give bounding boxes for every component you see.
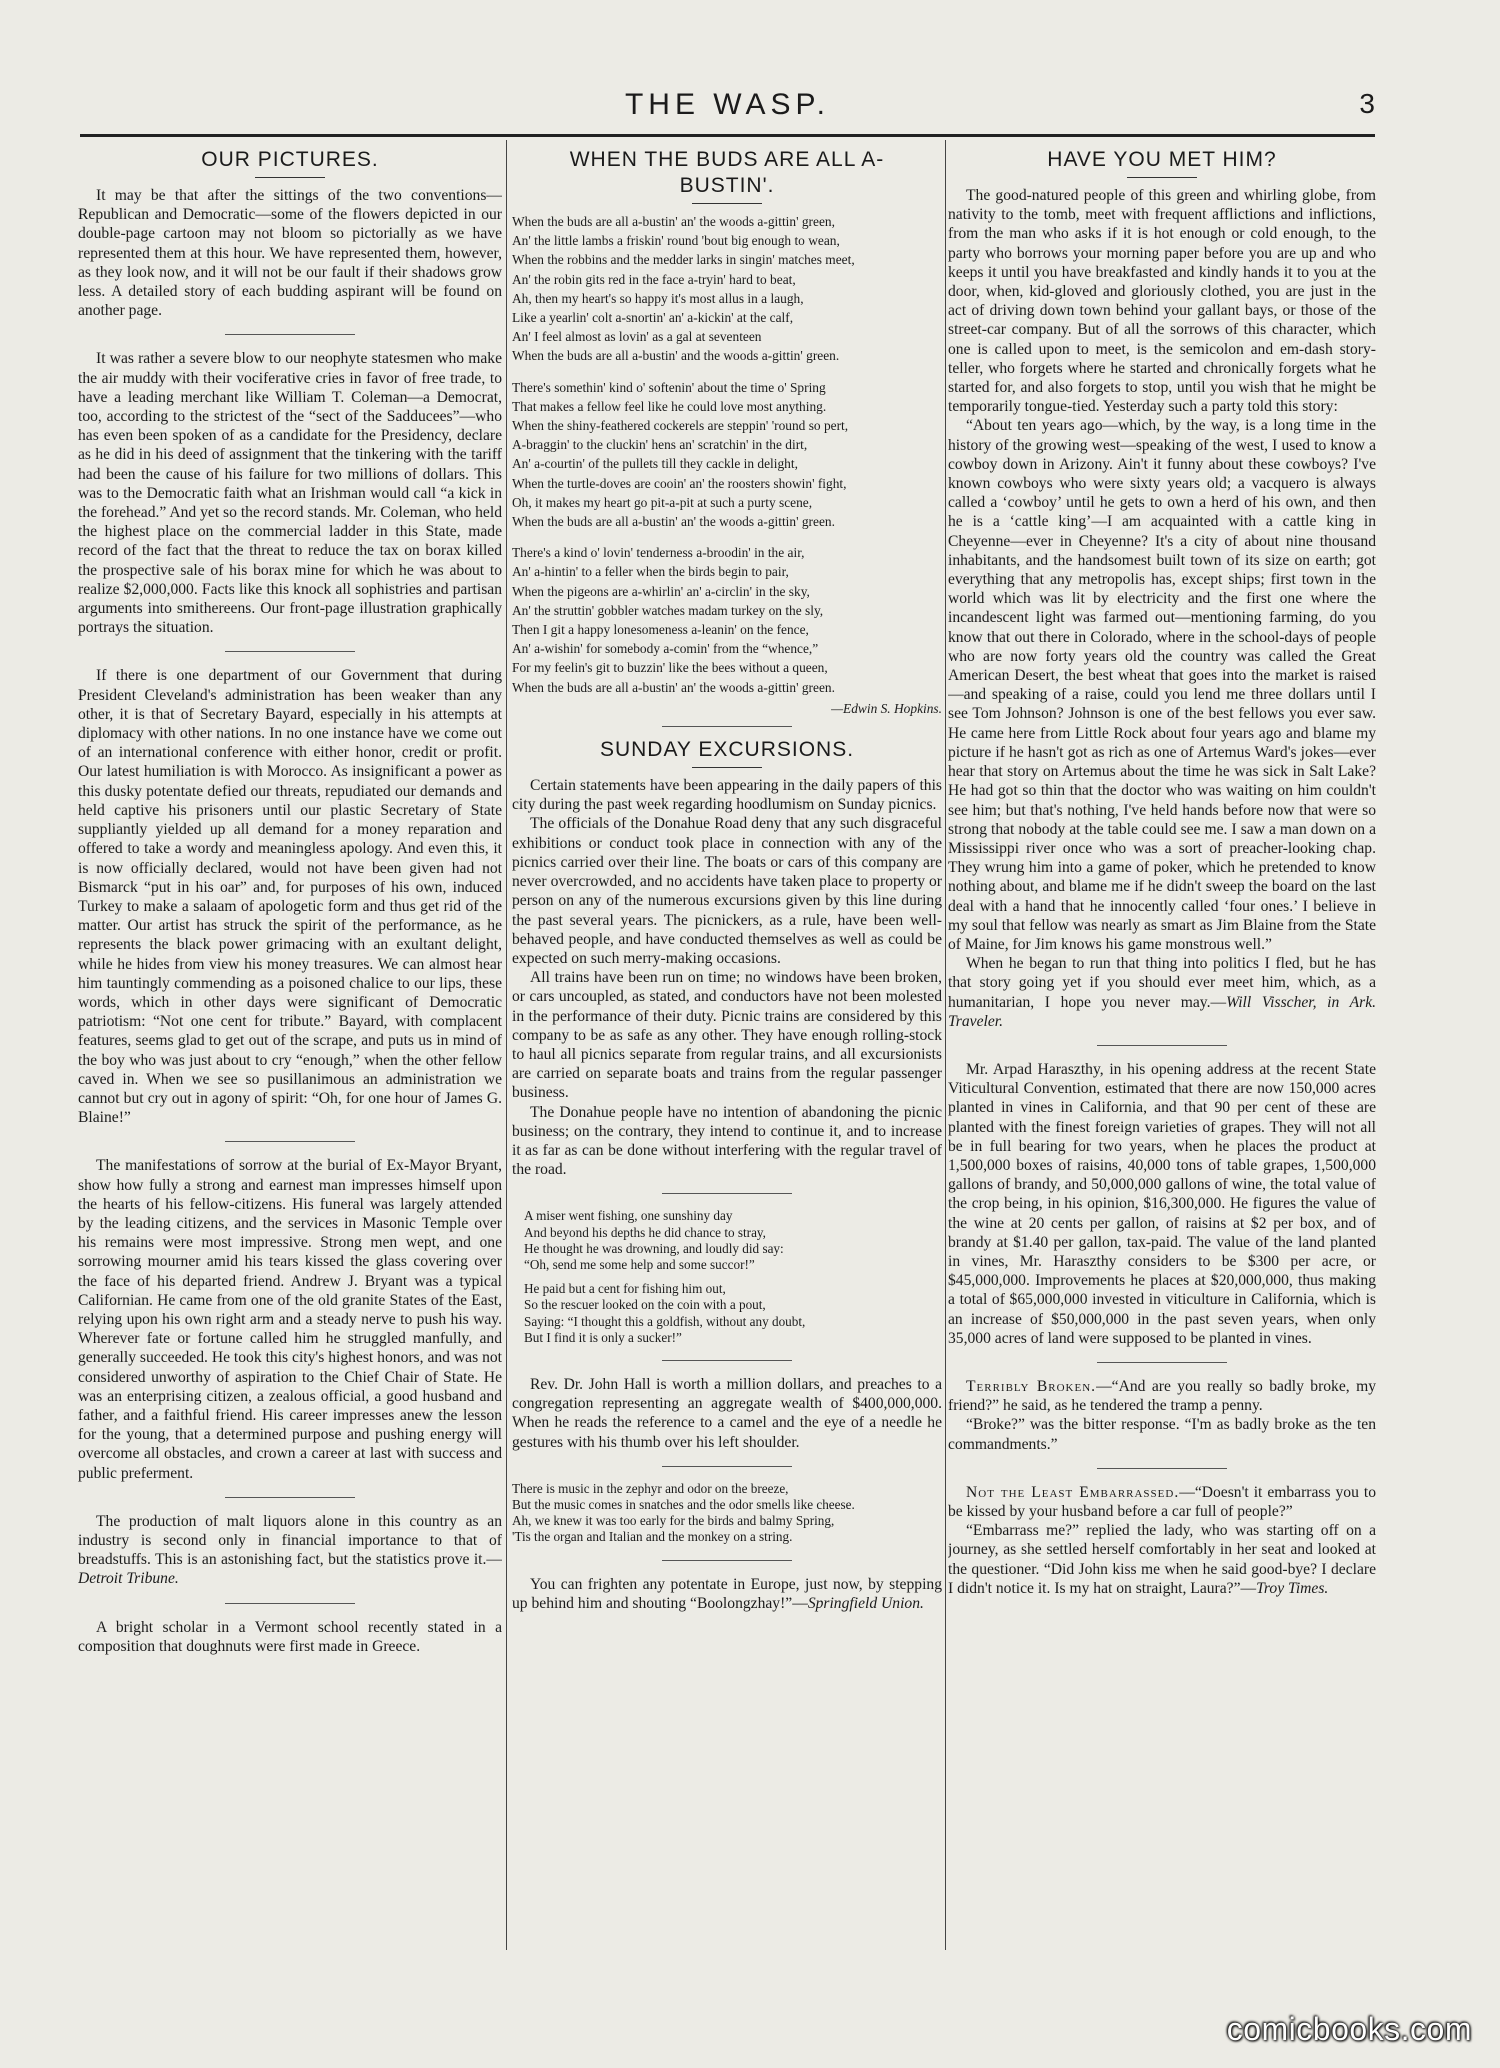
article-paragraph: The Donahue people have no intention of abandoning the picnic business; on the contrary, they intend to continue it, and to increase it as far as can be done without interfering with the regular travel of the road. (512, 1103, 942, 1179)
poem-line: When the buds are all a-bustin' an' the woods a-gittin' green, (512, 214, 835, 229)
article-paragraph: All trains have been run on time; no windows have been broken, or cars uncoupled, as stated, and conductors have not been molested in the performance of their duty. Picnic trains are considered by this company to be as safe as any other. They have enough rolling-stock to haul all picnics separate from regular trains, and all excursionists are carried on separate boats and trains from the regular passenger business. (512, 969, 942, 1102)
poem-heading: WHEN THE BUDS ARE ALL A-BUSTIN'. (569, 148, 885, 197)
article-paragraph (948, 954, 1376, 1031)
article-paragraph: The good-natured people of this green and whirling globe, from nativity to the tomb, meet with frequent afflictions and inflictions, from the man who asks if it is hot enough or cold enough, to the party who borrows your morning paper before you are up and who keeps it until you have breakfasted and kindly hands it to you at the door, when, kid-gloved and gloriously clothed, you are just in the act of driving down town behind your gallant bays, or those of the street-car company. But of all the sorrows of this character, which one is called upon to meet, is the semicolon and em-dash story-teller, who forgets where he started and chronically forgets what he started for, and also forgets to stop, until you wish that he might be temporarily tongue-tied. Yesterday such a party told this story: (948, 187, 1376, 416)
verse-line: “Oh, send me some help and some succor!” (524, 1256, 755, 1272)
heading-rule (1127, 177, 1197, 178)
article-paragraph: A bright scholar in a Vermont school recently stated in a composition that doughnuts were first made in Greece. (78, 1618, 502, 1655)
poem-line: For my feelin's git to buzzin' like the bees without a queen, (512, 660, 828, 676)
attribution: Springfield Union. (807, 1594, 924, 1612)
article-paragraph: “Broke?” was the bitter response. “I'm as badly broke as the ten commandments.” (948, 1416, 1376, 1453)
separator (225, 334, 355, 335)
article-paragraph (948, 1521, 1376, 1598)
poem-line: An' the little lambs a friskin' round 'bout big enough to wean, (512, 233, 840, 249)
article-paragraph: “About ten years ago—which, by the way, is a long time in the history of the growing west—speaking of the west, I used to know a cowboy down in Arizony. Ain't it funny about these cowboys? I've known cowboys who were sixty years old; a vacquero is always called a ‘cowboy’ until he gets to own a herd of his own, and then he is a ‘cattle king’—I am acquainted with a cattle king in Cheyenne—ever in Cheyenne? It's a city of about nine thousand inhabitants, and the handsomest built town of its size on earth; got everything that any metropolis has, except ships; first town in the world which was lit by electricity and the first one where the incandescent light was farmed out—mentioning farming, do you know that out there in Colorado, where in the school-days of people who are now forty years old the country was called the Great American Desert, the best wheat that goes into the market is raised—and speaking of a raise, could you lend me three dollars until I see Tom Johnson? Johnson is one of the best fellows you ever saw. He came here from Little Rock about four years ago and blame my picture if he hasn't got as rich as one of Artemus Ward's jokes—ever hear that story on Artemus about the time he was sick in Salt Lake? He had got so thin that the doctor who was waiting on him couldn't see him; but that's nothing, I've held hands before now that were so strong that nobody at the table could see me. I saw a man down on a Mississippi river once who was a sort of preacher-looking chap. They wrung him into a game of poker, which he pretended to know nothing about, and blame me if he didn't sweep the board on the last deal with a hand that he innocently called ‘four ones.’ I believe in my soul that fellow was nearly as smart as Jim Blaine from the State of Maine, for Jim knows his game monstrous well.” (948, 417, 1376, 953)
separator (1097, 1362, 1227, 1363)
article-paragraph (948, 1377, 1376, 1415)
poem-line: When the buds are all a-bustin' an' the woods a-gittin' green. (512, 514, 835, 530)
article-paragraph: If there is one department of our Government that during President Cleveland's administration has been weaker than any other, it is that of Secretary Bayard, especially in his attempts at diplomacy with other nations. In no one instance have we come out of an international conference with either honor, credit or profit. Our latest humiliation is with Morocco. As insignificant a power as this dusky potentate defied our threats, repudiated our demands and held captive his prisoners until our plastic Secretary of State suppliantly yielded up all demand for a money reparation and offered to take a wordy and meaningless apology. And even this, it is now officially declared, would not have been given had not Bismarck “put in his oar” and, for purposes of his own, induced Turkey to make a salaam of apologetic form and thus get rid of the matter. Our artist has struck the spirit of the performance, as he represents the black power grimacing with an exultant delight, while he hides from view his money treasures. We can almost hear him tauntingly commending as a poisoned chalice to our lips, these words, which in other days were significant of Democratic patriotism: “Not one cent for tribute.” Bayard, with complacent features, seems glad to get out of the scrape, and puts us in mind of the boy who was just about to cry “enough,” when the other fellow caved in. When we see so pusillanimous an administration we cannot but cry out in agony of spirit: “Oh, for one hour of James G. Blaine!” (78, 667, 502, 1127)
poem-line: That makes a fellow feel like he could love most anything. (512, 398, 827, 414)
separator (1097, 1045, 1227, 1046)
column-2 (512, 145, 942, 1955)
poem-line: There's somethin' kind o' softenin' about the time o' Spring (512, 379, 826, 395)
attribution: Detroit Tribune. (78, 1570, 179, 1588)
article-paragraph (512, 1575, 942, 1613)
zephyr-verse (512, 1481, 942, 1546)
article-paragraph: Mr. Arpad Haraszthy, in his opening address at the recent State Viticultural Convention, estimated that there are now 150,000 acres planted in vines in California, and that 90 per cent of these are planted with the finest foreign varieties of grapes. They will not all be in full bearing for two years, when he places the product at 1,500,000 boxes of raisins, 40,000 tons of table grapes, 1,500,000 gallons of brandy, and 50,000,000 gallons of wine, the total value of the crop being, in his opinion, $16,300,000. He figures the value of the wine at 20 cents per gallon, of raisins at $2 per box, and of brandy at $1.40 per gallon, tax-paid. The value of the land planted in vines, Mr. Haraszthy considers to be $300 per acre, or $45,000,000. Improvements he places at $20,000,000, thus making a total of $65,000,000 invested in viticulture in California, which is an increase of $50,000,000 in the past seven years, when only 35,000 acres of land were supposed to be planted in vines. (948, 1060, 1376, 1347)
column-divider-1 (506, 140, 507, 1950)
separator (1097, 1468, 1227, 1469)
masthead (80, 88, 1375, 124)
poem-line: When the shiny-feathered cockerels are steppin' 'round so pert, (512, 418, 849, 434)
poem-line: An' a-wishin' for somebody a-comin' from the “whence,” (512, 641, 819, 657)
poem-line: An' a-hintin' to a feller when the birds begin to pair, (512, 564, 789, 580)
masthead-rule (80, 134, 1375, 137)
masthead-title: THE WASP. (624, 88, 831, 121)
poem-line: An' the robin gits red in the face a-tryin' hard to beat, (512, 271, 796, 287)
column-divider-2 (945, 140, 946, 1950)
sunday-excursions-heading: SUNDAY EXCURSIONS. (599, 738, 855, 762)
separator (662, 1560, 792, 1561)
verse-line: He paid but a cent for fishing him out, (524, 1281, 726, 1297)
verse-line: There is music in the zephyr and odor on the breeze, (512, 1480, 789, 1496)
poem-line: An' I feel almost as lovin' as a gal at seventeen (512, 329, 762, 345)
poem-line: Like a yearlin' colt a-snortin' an' a-kickin' at the calf, (512, 310, 794, 326)
article-text: “Embarrass me?” replied the lady, who was starting off on a journey, as she settled herself comfortably in her seat and looked at the questioner. “Did John kiss me when he said good-bye? I declare I didn't notice it. Is my hat on straight, Laura?”— (948, 1522, 1376, 1597)
verse-line: 'Tis the organ and Italian and the monkey on a string. (512, 1529, 793, 1545)
poem-stanza (512, 378, 942, 532)
column-1 (78, 145, 502, 1955)
verse-line: Saying: “I thought this a goldfish, without any doubt, (524, 1313, 806, 1329)
heading-rule (692, 767, 762, 768)
poem-line: When the turtle-doves are cooin' an' the roosters showin' fight, (512, 475, 847, 491)
item-title: Terribly Broken. (966, 1377, 1097, 1395)
poem-line: When the buds are all a-bustin' an' the woods a-gittin' green. (512, 679, 835, 695)
heading-rule (255, 177, 325, 178)
attribution: Troy Times. (1256, 1579, 1329, 1597)
article-paragraph (948, 1483, 1376, 1521)
verse-line: But I find it is only a sucker!” (524, 1329, 682, 1345)
attribution: Will Visscher, in Ark. Traveler. (948, 993, 1376, 1030)
article-text: The production of malt liquors alone in this country as an industry is second only in financial importance to that of breadstuffs. This is an astonishing fact, but the statistics prove it.— (78, 1512, 502, 1569)
article-paragraph: The officials of the Donahue Road deny that any such disgraceful exhibitions or conduct took place in connection with any of the picnics carried over their line. The boats or cars of this company are never overcrowded, and no accidents have taken place to property or person on any of the numerous excursions given by this line during the past several years. The picnickers, as a rule, have been well-behaved people, and have conducted themselves as well as could be expected on such merry-making occasions. (512, 815, 942, 967)
poem-line: When the buds are all a-bustin' and the woods a-gittin' green. (512, 348, 840, 364)
stanza-gap (524, 1273, 942, 1281)
verse-line: And beyond his depths he did chance to stray, (524, 1224, 766, 1240)
poem-stanza (512, 543, 942, 697)
poem-line: Oh, it makes my heart go pit-a-pit at such a purty scene, (512, 494, 813, 510)
item-title: Not the Least Embarrassed. (966, 1483, 1180, 1501)
verse-line: Ah, we knew it was too early for the birds and balmy Spring, (512, 1513, 835, 1529)
article-paragraph: It was rather a severe blow to our neophyte statesmen who make the air muddy with their vociferative cries in favor of free trade, to have a leading merchant like William T. Coleman—a Democrat, too, according to the strictest of the “sect of the Sadducees”—who has even been spoken of as a candidate for the Presidency, declare as he did in his deed of assignment that the tinkering with the tariff had been the cause of his failure for two millions of dollars. This was to the Democratic faith what an Irishman would call “a kick in the forehead.” And yet so the record stands. Mr. Coleman, who held the highest place on the commercial ladder in this State, made record of the fact that the threat to reduce the tax on borax killed the prospective sale of his borax mine for which he was about to realize $2,000,000. Facts like this knock all sophistries and partisan arguments into smithereens. Our front-page illustration graphically portrays the situation. (78, 350, 502, 637)
article-paragraph: Rev. Dr. John Hall is worth a million dollars, and preaches to a congregation representing an aggregate wealth of $400,000,000. When he reads the reference to a camel and the eye of a needle he gestures with his thumb over his left shoulder. (512, 1375, 942, 1451)
article-text: You can frighten any potentate in Europe, just now, by stepping up behind him and shouting “Boolongzhay!”— (512, 1575, 942, 1612)
watermark: comicbooks.com (1226, 2011, 1472, 2047)
poem-line: Ah, then my heart's so happy it's most allus in a laugh, (512, 290, 804, 306)
article-text: —“And are you really so badly broke, my friend?” he said, as he tendered the tramp a penny. (948, 1377, 1376, 1415)
separator (225, 1603, 355, 1604)
poem-line: There's a kind o' lovin' tenderness a-broodin' in the air, (512, 545, 805, 561)
separator (225, 651, 355, 652)
page-number: 3 (1359, 88, 1375, 119)
heading-rule (692, 203, 762, 204)
poem-line: When the pigeons are a-whirlin' an' a-circlin' in the sky, (512, 583, 810, 599)
separator (662, 726, 792, 727)
poem-line: An' the struttin' gobbler watches madam turkey on the sly, (512, 602, 824, 618)
verse-line: A miser went fishing, one sunshiny day (524, 1208, 733, 1224)
poem-line: A-braggin' to the cluckin' hens an' scratchin' in the dirt, (512, 437, 808, 453)
article-paragraph: Certain statements have been appearing in the daily papers of this city during the past week regarding hoodlumism on Sunday picnics. (512, 777, 942, 814)
separator (225, 1141, 355, 1142)
our-pictures-heading: OUR PICTURES. (201, 148, 379, 171)
verse-line: He thought he was drowning, and loudly did say: (524, 1240, 784, 1256)
article-text: When he began to run that thing into politics I fled, but he has that story going yet if you should ever meet him, which, as a humanitarian, I hope you never may.— (948, 955, 1376, 1011)
poem-attribution: —Edwin S. Hopkins. (831, 700, 942, 716)
verse-line: But the music comes in snatches and the odor smells like cheese. (512, 1496, 855, 1512)
article-paragraph (78, 1512, 502, 1589)
verse-line: So the rescuer looked on the coin with a pout, (524, 1297, 766, 1313)
miser-verse (524, 1208, 942, 1346)
separator (662, 1360, 792, 1361)
separator (662, 1466, 792, 1467)
poem-line: An' a-courtin' of the pullets till they cackle in delight, (512, 456, 798, 472)
article-paragraph: The manifestations of sorrow at the burial of Ex-Mayor Bryant, show how fully a strong and earnest man impresses himself upon the hearts of his fellow-citizens. His funeral was largely attended by the leading citizens, and the services in Masonic Temple over his remains were most impressive. Strong men wept, and one sorrowing mourner amid his tears kissed the glass covering over the face of his departed friend. Andrew J. Bryant was a typical Californian. He came from one of the old granite States of the East, relying upon his own right arm and a steady nerve to push his way. Wherever fate or fortune called him he struggled manfully, and generally succeeded. He took this city's highest honors, and was not considered unworthy of aspiration to the Chief Chair of State. He was an enterprising citizen, a zealous official, a good husband and father, and a faithful friend. His career impresses anew the lesson for the young, that a determined purpose and pushing energy will overcome all obstacles, and crown a career at last with success and public preferment. (78, 1157, 502, 1482)
article-text: —“Doesn't it embarrass you to be kissed by your husband before a car full of people?” (948, 1483, 1376, 1520)
poem (512, 212, 942, 718)
separator (225, 1497, 355, 1498)
article-paragraph: It may be that after the sittings of the two conventions—Republican and Democratic—some of the flowers depicted in our double-page cartoon may not bloom so pictorially as we have represented them at this hour. We have represented them, however, as they look now, and it will not be our fault if their shadows grow less. A detailed story of each budding aspirant will be found on another page. (78, 187, 502, 320)
separator (662, 1193, 792, 1194)
poem-line: Then I git a happy lonesomeness a-leanin' on the fence, (512, 622, 809, 638)
poem-line: When the robbins and the medder larks in singin' matches meet, (512, 252, 855, 268)
column-3 (948, 145, 1376, 1955)
have-you-met-him-heading: HAVE YOU MET HIM? (1047, 148, 1277, 171)
poem-stanza (512, 212, 942, 366)
